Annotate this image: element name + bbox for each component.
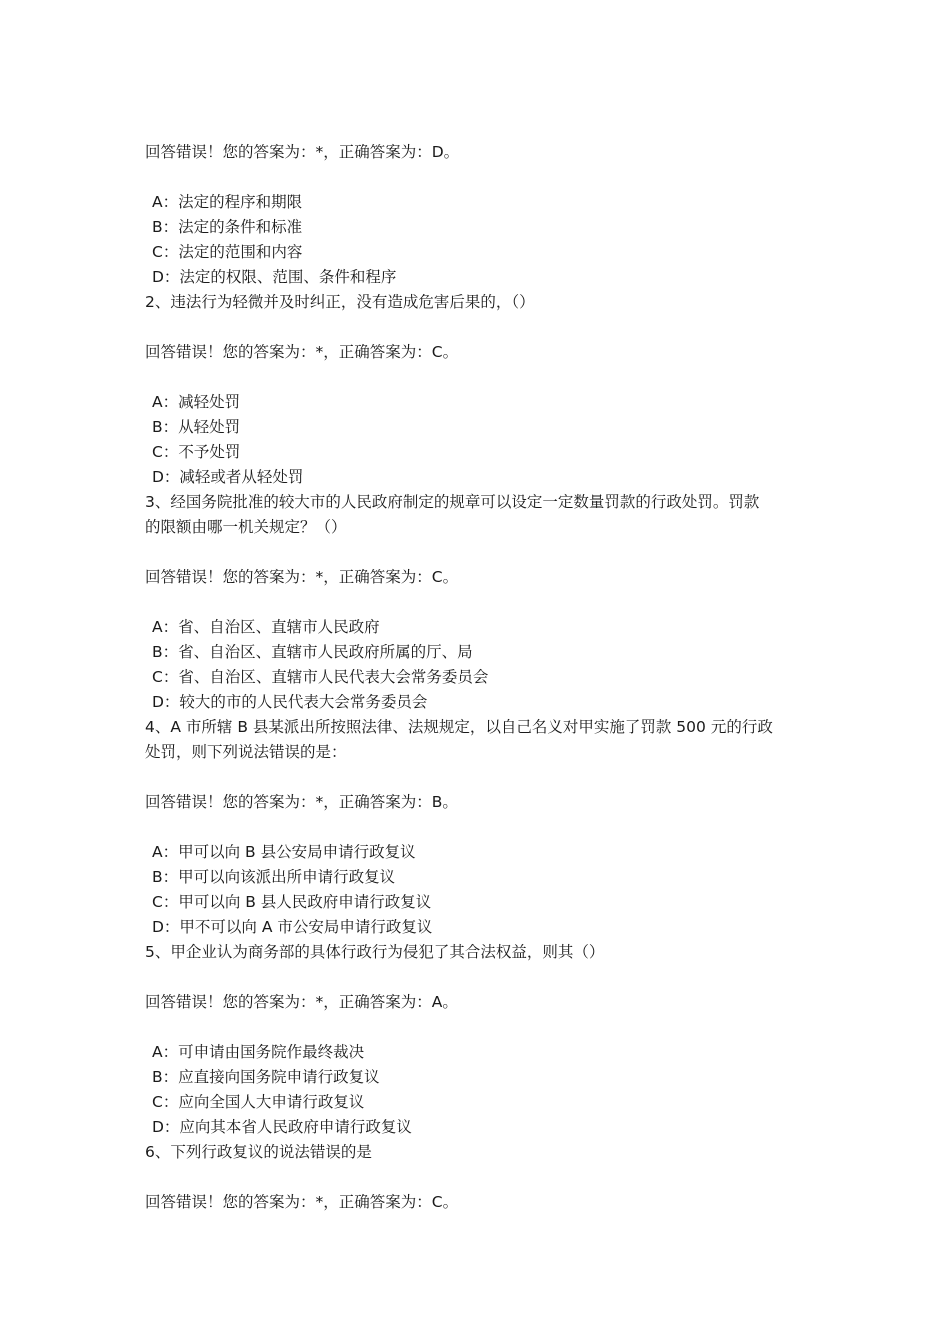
option-b: B：应直接向国务院申请行政复议: [152, 1068, 380, 1086]
question-2: [145, 290, 810, 490]
option-c: C：不予处罚: [152, 443, 241, 461]
question-5: [145, 940, 810, 1140]
option-c: C：应向全国人大申请行政复议: [152, 1093, 365, 1111]
question-text-line-2: 的限额由哪一机关规定？（）: [145, 518, 347, 536]
answer-result: 回答错误！您的答案为：*，正确答案为：C。: [145, 1193, 459, 1211]
question-text-line-1: 3、经国务院批准的较大市的人民政府制定的规章可以设定一定数量罚款的行政处罚。罚款: [145, 493, 760, 511]
answer-result: 回答错误！您的答案为：*，正确答案为：A。: [145, 993, 458, 1011]
option-d: D：应向其本省人民政府申请行政复议: [152, 1118, 412, 1136]
answer-result: 回答错误！您的答案为：*，正确答案为：D。: [145, 143, 460, 161]
option-d: D：减轻或者从轻处罚: [152, 468, 304, 486]
question-3: [145, 490, 810, 715]
option-c: C：省、自治区、直辖市人民代表大会常务委员会: [152, 668, 489, 686]
question-text-line-2: 处罚，则下列说法错误的是：: [145, 743, 347, 761]
option-d: D：法定的权限、范围、条件和程序: [152, 268, 397, 286]
option-a: A：甲可以向 B 县公安局申请行政复议: [152, 843, 416, 861]
option-b: B：法定的条件和标准: [152, 218, 303, 236]
option-a: A：可申请由国务院作最终裁决: [152, 1043, 365, 1061]
option-a: A：省、自治区、直辖市人民政府: [152, 618, 380, 636]
question-text: 6、下列行政复议的说法错误的是: [145, 1143, 372, 1161]
option-d: D：较大的市的人民代表大会常务委员会: [152, 693, 428, 711]
question-6: [145, 1140, 810, 1215]
answer-result: 回答错误！您的答案为：*，正确答案为：C。: [145, 568, 459, 586]
answer-result: 回答错误！您的答案为：*，正确答案为：B。: [145, 793, 458, 811]
option-c: C：甲可以向 B 县人民政府申请行政复议: [152, 893, 432, 911]
question-text-line-1: 4、A 市所辖 B 县某派出所按照法律、法规规定，以自己名义对甲实施了罚款 500 元的行政: [145, 718, 773, 736]
option-c: C：法定的范围和内容: [152, 243, 303, 261]
question-text: 2、违法行为轻微并及时纠正，没有造成危害后果的，（）: [145, 293, 535, 311]
document-body: [145, 140, 810, 1215]
option-b: B：甲可以向该派出所申请行政复议: [152, 868, 396, 886]
option-a: A：减轻处罚: [152, 393, 241, 411]
question-4: [145, 715, 810, 940]
answer-result: 回答错误！您的答案为：*，正确答案为：C。: [145, 343, 459, 361]
option-b: B：从轻处罚: [152, 418, 241, 436]
option-a: A：法定的程序和期限: [152, 193, 303, 211]
question-text: 5、甲企业认为商务部的具体行政行为侵犯了其合法权益，则其（）: [145, 943, 605, 961]
option-b: B：省、自治区、直辖市人民政府所属的厅、局: [152, 643, 473, 661]
question-1: [145, 140, 810, 290]
option-d: D：甲不可以向 A 市公安局申请行政复议: [152, 918, 433, 936]
